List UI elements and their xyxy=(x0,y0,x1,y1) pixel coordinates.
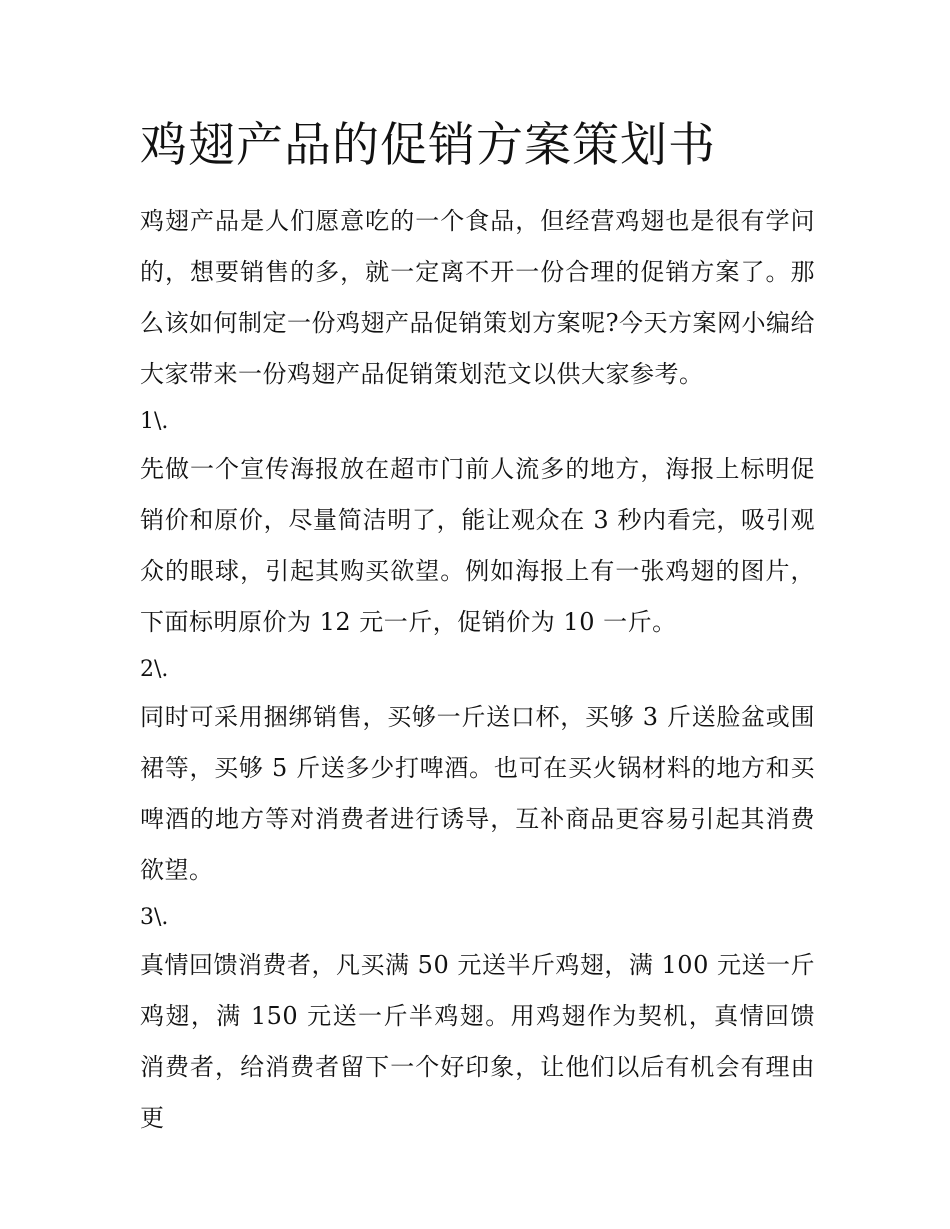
intro-paragraph: 鸡翅产品是人们愿意吃的一个食品，但经营鸡翅也是很有学问的，想要销售的多，就一定离不开一份合理的促销方案了。那么该如何制定一份鸡翅产品促销策划方案呢?今天方案网小编给大家带来一份鸡翅产品促销策划范文以供大家参考。 xyxy=(140,207,815,388)
section-2-marker: 2\. xyxy=(140,657,169,682)
document-page xyxy=(140,110,815,1144)
section-3-text: 真情回馈消费者，凡买满 50 元送半斤鸡翅，满 100 元送一斤鸡翅，满 150 元送一斤半鸡翅。用鸡翅作为契机，真情回馈消费者，给消费者留下一个好印象，让他们以后有机会有理由更 xyxy=(140,951,815,1132)
section-2-text: 同时可采用捆绑销售，买够一斤送口杯，买够 3 斤送脸盆或围裙等，买够 5 斤送多少打啤酒。也可在买火锅材料的地方和买啤酒的地方等对消费者进行诱导，互补商品更容易引起其消费欲望。 xyxy=(140,703,815,884)
section-3-marker: 3\. xyxy=(140,905,169,930)
document-title: 鸡翅产品的促销方案策划书 xyxy=(140,118,716,173)
section-1-marker: 1\. xyxy=(140,409,169,434)
section-1-text: 先做一个宣传海报放在超市门前人流多的地方，海报上标明促销价和原价，尽量简洁明了，能让观众在 3 秒内看完，吸引观众的眼球，引起其购买欲望。例如海报上有一张鸡翅的图片，下面标明原价为 12 元一斤，促销价为 10 一斤。 xyxy=(140,455,815,636)
